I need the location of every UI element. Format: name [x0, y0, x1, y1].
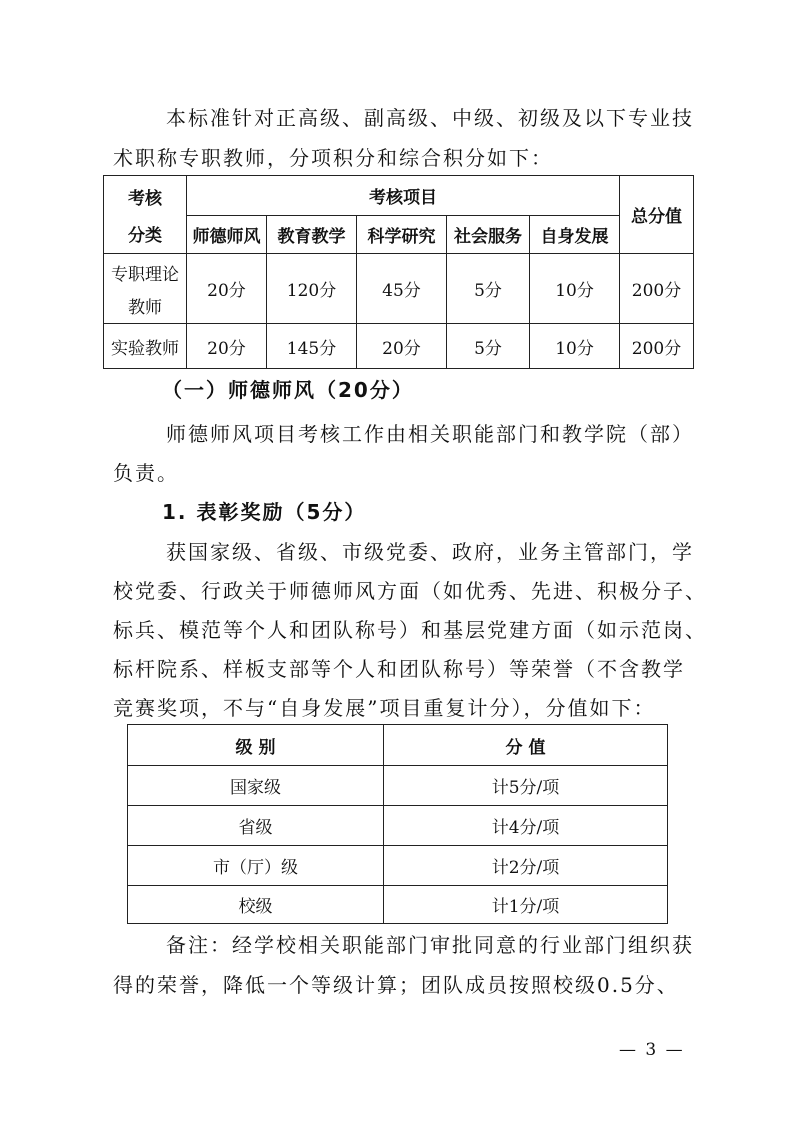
subsection-line-1: 获国家级、省级、市级党委、政府，业务主管部门，学 — [166, 540, 694, 564]
level-cell: 校级 — [128, 886, 384, 924]
column-header: 教育教学 — [267, 216, 357, 254]
table-row — [128, 886, 668, 924]
row-label: 实验教师 — [104, 324, 187, 369]
table-cell: 5分 — [447, 324, 530, 369]
table-cell: 20分 — [187, 324, 267, 369]
items-header: 考核项目 — [187, 176, 620, 216]
note-line-2: 得的荣誉，降低一个等级计算；团队成员按照校级0.5分、 — [113, 973, 679, 997]
row-label-line-2: 教师 — [128, 297, 162, 318]
table-cell: 20分 — [187, 254, 267, 324]
subsection-line-5: 竞赛奖项，不与“自身发展”项目重复计分），分值如下： — [113, 696, 656, 720]
score-cell: 计1分/项 — [384, 886, 668, 924]
score-cell: 计4分/项 — [384, 806, 668, 846]
table-cell: 10分 — [530, 254, 620, 324]
table-row — [104, 254, 694, 324]
level-header: 级 别 — [128, 725, 384, 766]
score-table — [103, 175, 694, 369]
total-header: 总分值 — [620, 176, 694, 254]
subsection-line-2: 校党委、行政关于师德师风方面（如优秀、先进、积极分子、 — [113, 579, 707, 603]
section-para-line-2: 负责。 — [113, 461, 179, 485]
column-header: 自身发展 — [530, 216, 620, 254]
category-header-line-1: 考核 — [128, 188, 162, 209]
table-cell: 120分 — [267, 254, 357, 324]
score-cell: 计5分/项 — [384, 766, 668, 806]
table-cell: 10分 — [530, 324, 620, 369]
table-cell: 5分 — [447, 254, 530, 324]
table-cell-total: 200分 — [620, 324, 694, 369]
score-cell: 计2分/项 — [384, 846, 668, 886]
table-row — [104, 324, 694, 369]
table-row — [128, 806, 668, 846]
note-line-1: 备注：经学校相关职能部门审批同意的行业部门组织获 — [166, 933, 694, 957]
column-header: 师德师风 — [187, 216, 267, 254]
level-cell: 市（厅）级 — [128, 846, 384, 886]
section-heading: （一）师德师风（20分） — [162, 378, 414, 402]
row-label-line-1: 专职理论 — [111, 264, 179, 285]
section-para-line-1: 师德师风项目考核工作由相关职能部门和教学院（部） — [166, 422, 694, 446]
category-header — [104, 176, 187, 254]
column-header: 社会服务 — [447, 216, 530, 254]
page-number: — 3 — — [619, 1040, 685, 1060]
level-cell: 省级 — [128, 806, 384, 846]
column-header: 科学研究 — [357, 216, 447, 254]
intro-line-1: 本标准针对正高级、副高级、中级、初级及以下专业技 — [166, 106, 694, 130]
table-cell: 20分 — [357, 324, 447, 369]
table-cell: 45分 — [357, 254, 447, 324]
table-row — [128, 846, 668, 886]
category-header-line-2: 分类 — [128, 225, 162, 246]
subsection-line-4: 标杆院系、样板支部等个人和团队称号）等荣誉（不含教学 — [113, 657, 685, 681]
table-row — [128, 766, 668, 806]
subsection-line-3: 标兵、模范等个人和团队称号）和基层党建方面（如示范岗、 — [113, 618, 707, 642]
subsection-heading: 1. 表彰奖励（5分） — [162, 500, 367, 524]
level-table — [127, 724, 668, 924]
table-cell-total: 200分 — [620, 254, 694, 324]
row-label — [104, 254, 187, 324]
table-cell: 145分 — [267, 324, 357, 369]
level-cell: 国家级 — [128, 766, 384, 806]
intro-line-2: 术职称专职教师，分项积分和综合积分如下： — [113, 146, 553, 170]
score-header: 分 值 — [384, 725, 668, 766]
